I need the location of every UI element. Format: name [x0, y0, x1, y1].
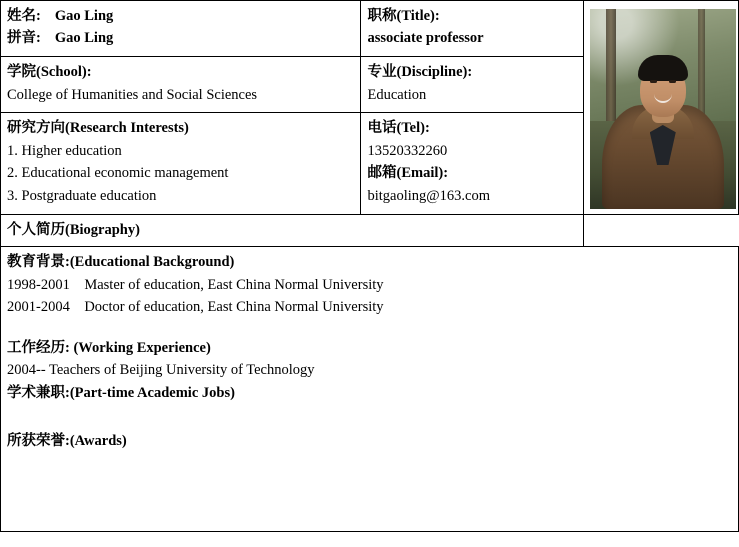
name-cell [1, 1, 361, 57]
research-item-2: 2. Educational economic management [7, 165, 229, 182]
table-row [1, 1, 739, 57]
name-value: Gao Ling [54, 8, 114, 24]
pinyin-line [7, 27, 354, 49]
photo-cell [583, 1, 738, 215]
biography-body-cell [1, 247, 739, 532]
awards-label: 所获荣誉:(Awards) [7, 433, 127, 450]
spacer [7, 404, 732, 422]
title-cell [361, 1, 583, 57]
pinyin-value: Gao Ling [54, 30, 114, 47]
title-label: 职称(Title): [367, 8, 440, 24]
biography-label: 个人简历(Biography) [7, 222, 140, 238]
discipline-value: Education [367, 86, 427, 103]
photo-person-hair [638, 55, 688, 81]
tel-value: 13520332260 [367, 142, 448, 159]
email-label: 邮箱(Email): [367, 165, 449, 182]
name-line [7, 5, 354, 27]
spacer [7, 319, 732, 337]
name-label: 姓名: [7, 8, 41, 24]
school-cell [1, 57, 361, 113]
biography-header-cell [1, 215, 584, 247]
table-row [1, 215, 739, 247]
research-label: 研究方向(Research Interests) [7, 120, 189, 137]
working-item-1: 2004-- Teachers of Beijing University of Technology [7, 362, 315, 379]
tel-label: 电话(Tel): [367, 120, 430, 137]
discipline-cell [361, 57, 583, 113]
education-item-1: 1998-2001 Master of education, East China Normal University [7, 276, 384, 293]
pinyin-label: 拼音: [7, 30, 41, 47]
school-label: 学院(School): [7, 64, 92, 81]
title-value: associate professor [367, 30, 484, 47]
school-value: College of Humanities and Social Sciences [7, 86, 258, 103]
spacer [7, 422, 732, 430]
research-item-1: 1. Higher education [7, 142, 122, 159]
photo-person [602, 81, 724, 209]
table-row [1, 247, 739, 532]
research-item-3: 3. Postgraduate education [7, 187, 157, 204]
discipline-label: 专业(Discipline): [367, 64, 473, 81]
education-label: 教育背景:(Educational Background) [7, 254, 235, 271]
photo-person-eye-right [669, 80, 676, 83]
education-item-2: 2001-2004 Doctor of education, East China Normal University [7, 299, 384, 316]
photo-person-eye-left [650, 80, 657, 83]
portrait-photo [590, 9, 736, 209]
research-cell [1, 113, 361, 215]
contact-cell [361, 113, 583, 215]
parttime-label: 学术兼职:(Part-time Academic Jobs) [7, 384, 235, 401]
working-label: 工作经历: (Working Experience) [7, 339, 211, 356]
email-value: bitgaoling@163.com [367, 187, 490, 204]
